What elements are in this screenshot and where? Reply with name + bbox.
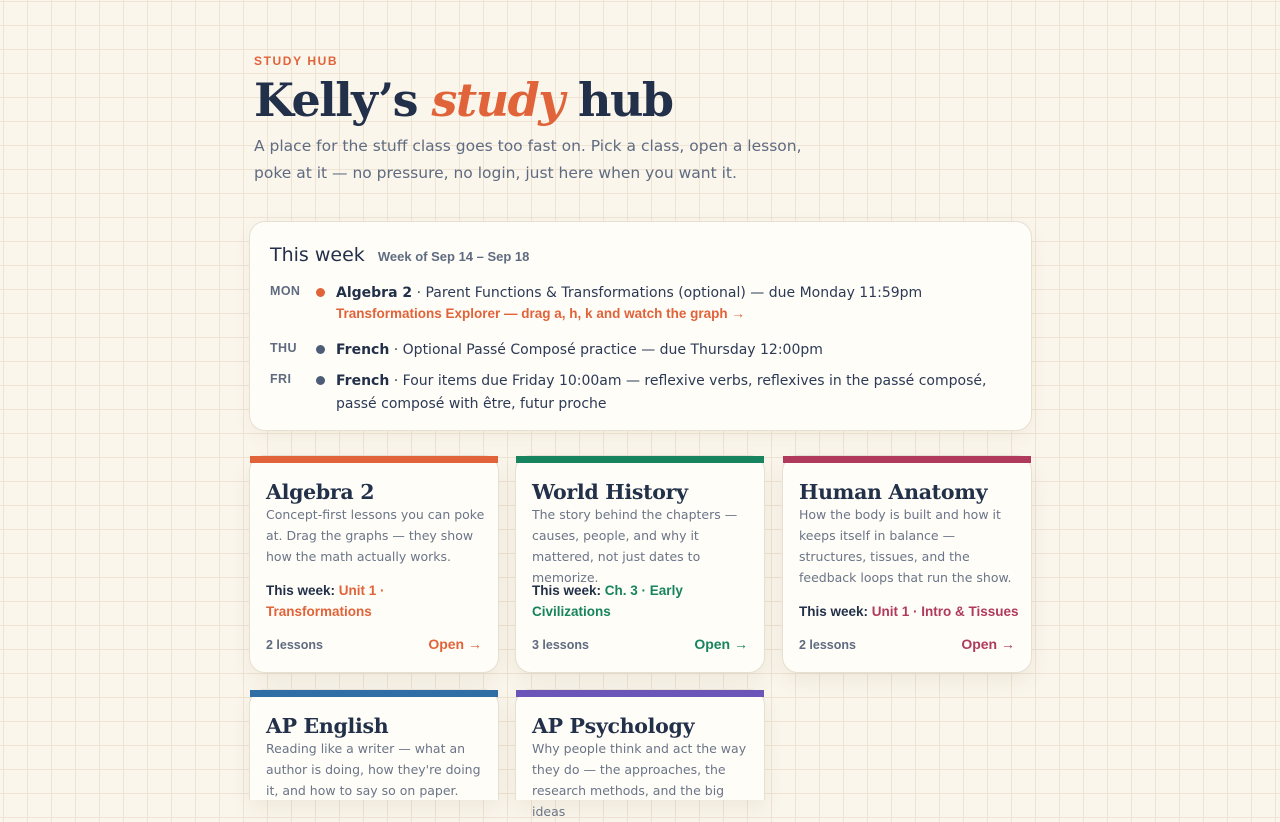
open-human-anatomy-link[interactable]: Open → <box>961 636 1015 652</box>
card-lesson-count: 2 lessons <box>266 638 323 652</box>
card-this-week-label: This week: <box>266 583 336 598</box>
this-week-range: Week of Sep 14 – Sep 18 <box>377 249 530 264</box>
course-card-ap-psychology[interactable] <box>515 689 765 819</box>
week-detail: · Optional Passé Composé practice — due Thursday 12:00pm <box>389 342 823 358</box>
card-this-week-label: This week: <box>532 583 602 598</box>
title-hub: hub <box>578 73 673 127</box>
week-detail: · Parent Functions & Transformations (optional) — due Monday 11:59pm <box>412 285 923 301</box>
week-day: MON <box>270 284 301 298</box>
this-week-card <box>249 221 1032 431</box>
week-day: FRI <box>270 372 292 386</box>
card-description: Why people think and act the way they do — the approaches, the research methods, and the big ideas <box>532 741 747 819</box>
week-item-text <box>336 339 1016 362</box>
card-title: World History <box>532 480 688 504</box>
card-description: The story behind the chapters — causes, people, and why it mattered, not just dates to memorize. <box>532 507 738 585</box>
week-dot <box>316 288 325 297</box>
card-accent-bar <box>516 690 764 697</box>
card-accent-bar <box>516 456 764 463</box>
open-algebra-2-link[interactable]: Open → <box>428 636 482 652</box>
card-description: Concept-first lessons you can poke at. Drag the graphs — they show how the math actually works. <box>266 507 485 564</box>
title-name: Kelly’s <box>254 73 418 127</box>
week-course: French <box>336 373 390 389</box>
week-dot <box>316 345 325 354</box>
card-this-week-value: Unit 1 · Transformations <box>266 583 385 619</box>
card-accent-bar <box>250 456 498 463</box>
week-day: THU <box>270 341 297 355</box>
this-week-header <box>270 244 529 266</box>
course-card-human-anatomy[interactable] <box>782 455 1032 673</box>
card-this-week <box>266 580 488 622</box>
card-description: How the body is built and how it keeps itself in balance — structures, tissues, and the feedback loops that run the show. <box>799 507 1012 585</box>
this-week-title: This week <box>270 244 365 266</box>
course-card-algebra-2[interactable] <box>249 455 499 673</box>
week-item-text <box>336 370 1016 416</box>
card-lesson-count: 2 lessons <box>799 638 856 652</box>
card-this-week-label: This week: <box>799 604 869 619</box>
card-this-week-value: Unit 1 · Intro & Tissues <box>871 604 1019 619</box>
card-title: AP English <box>266 714 389 738</box>
card-title: Algebra 2 <box>266 480 375 504</box>
week-dot <box>316 376 325 385</box>
card-description: Reading like a writer — what an author is doing, how they're doing it, and how to say so on paper. <box>266 741 481 798</box>
course-card-ap-english[interactable] <box>249 689 499 800</box>
transformations-explorer-link[interactable]: Transformations Explorer — drag a, h, k and watch the graph → <box>336 306 745 321</box>
card-accent-bar <box>250 690 498 697</box>
card-accent-bar <box>783 456 1031 463</box>
week-course: Algebra 2 <box>336 285 413 301</box>
card-title: Human Anatomy <box>799 480 988 504</box>
eyebrow: STUDY HUB <box>254 54 339 68</box>
card-this-week-value: Ch. 3 · Early Civilizations <box>532 583 683 619</box>
open-world-history-link[interactable]: Open → <box>694 636 748 652</box>
week-detail: · Four items due Friday 10:00am — reflexive verbs, reflexives in the passé composé, passé composé with être, futur proche <box>336 373 987 412</box>
card-this-week <box>799 601 1021 622</box>
title-accent: study <box>431 73 564 127</box>
card-title: AP Psychology <box>532 714 695 738</box>
page-title <box>254 74 673 127</box>
card-this-week <box>532 580 754 622</box>
week-course: French <box>336 342 390 358</box>
week-item-text <box>336 282 1016 305</box>
card-lesson-count: 3 lessons <box>532 638 589 652</box>
page-subtitle: A place for the stuff class goes too fast on. Pick a class, open a lesson, poke at it — no pressure, no login, just here when you want it. <box>254 137 802 182</box>
course-card-world-history[interactable] <box>515 455 765 673</box>
